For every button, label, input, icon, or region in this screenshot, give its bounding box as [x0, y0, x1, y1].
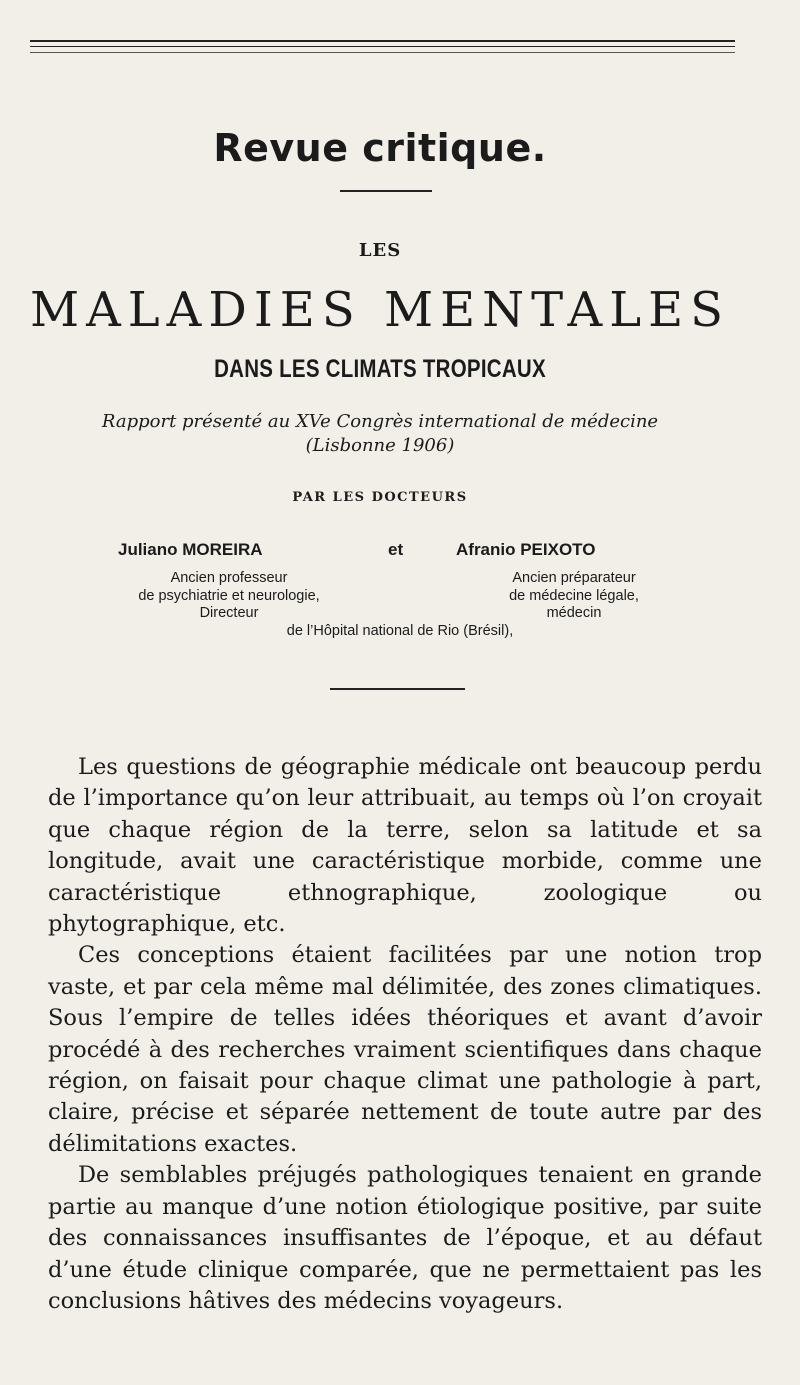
report-line-2: (Lisbonne 1906): [305, 435, 455, 456]
paragraph-2: Ces conceptions étaient facilitées par une notion trop vaste, et par cela même mal délimitée, des zones climatiques. Sous l’empire de telles idées théoriques et avant d’avoir procédé à des recherches vraiment scientifiques dans chaque région, on faisait pour chaque climat une pathologie à part, claire, précise et séparée nettement de toute autre par des délimitations exactes.: [48, 942, 762, 1157]
header-rule-shadow: [30, 52, 735, 53]
author-2-credentials: [460, 570, 688, 623]
section-title: Revue critique.: [213, 126, 547, 170]
article-subtitle: DANS LES CLIMATS TROPICAUX: [214, 355, 546, 383]
article-body: [48, 752, 762, 1317]
article-title-les: LES: [358, 240, 402, 261]
report-note: [0, 410, 760, 458]
author-conjunction: et: [388, 540, 404, 559]
author-2-role-3: médecin: [546, 605, 602, 621]
body-divider: [330, 688, 465, 690]
report-line-1: Rapport présenté au XVe Congrès international de médecine: [101, 411, 659, 432]
author-1-role-2: de psychiatrie et neurologie,: [138, 587, 320, 604]
author-1-role-1: Ancien professeur: [170, 570, 288, 586]
title-divider: [340, 190, 432, 192]
author-name-1: Juliano MOREIRA: [118, 540, 263, 559]
paragraph-1: Les questions de géographie médicale ont beaucoup perdu de l’importance qu’on leur attribuait, au temps où l’on croyait que chaque région de la terre, selon sa latitude et sa longitude, avait une caractéristique morbide, comme une caractéristique ethnographique, zoologique ou phytographique, etc.: [48, 754, 762, 938]
author-1-role-3: Directeur: [199, 605, 259, 621]
author-name-2: Afranio PEIXOTO: [456, 540, 596, 559]
author-2-role-2: de médecine légale,: [509, 587, 639, 604]
author-1-credentials: [98, 570, 360, 623]
by-line: PAR LES DOCTEURS: [292, 490, 468, 505]
author-2-role-1: Ancien préparateur: [512, 570, 636, 586]
paragraph-3: De semblables préjugés pathologiques tenaient en grande partie au manque d’une notion étiologique positive, par suite des connaissances insuffisantes de l’époque, et au défaut d’une étude clinique comparée, que ne permettaient pas les conclusions hâtives des médecins voyageurs.: [48, 1162, 762, 1314]
article-title: MALADIES MENTALES: [29, 282, 730, 338]
institution: de l’Hôpital national de Rio (Brésil),: [286, 623, 514, 639]
header-double-rule: [30, 40, 735, 47]
